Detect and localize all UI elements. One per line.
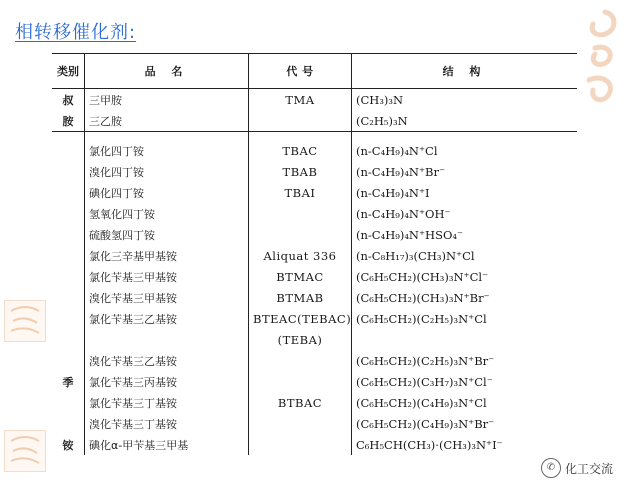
code-cell: (TEBA) xyxy=(249,329,352,350)
table-row xyxy=(52,203,577,224)
table-row xyxy=(52,182,577,203)
structure-cell: (n-C₄H₉)₄N⁺Br⁻ xyxy=(352,161,578,182)
header-code: 代 号 xyxy=(249,54,352,89)
table-header-row xyxy=(52,54,577,89)
decorative-stamp xyxy=(4,300,46,342)
code-cell xyxy=(249,224,352,245)
category-cell: 叔 xyxy=(62,93,74,107)
code-cell: BTMAB xyxy=(249,287,352,308)
code-cell: BTMAC xyxy=(249,266,352,287)
table-row xyxy=(52,224,577,245)
structure-cell: C₆H₅CH(CH₃)·(CH₃)₃N⁺I⁻ xyxy=(352,434,578,455)
header-category: 类别 xyxy=(52,54,85,89)
category-cell xyxy=(52,350,85,371)
category-cell xyxy=(52,266,85,287)
category-cell xyxy=(52,308,85,329)
structure-cell: (n-C₄H₉)₄N⁺HSO₄⁻ xyxy=(352,224,578,245)
page-title: 相转移催化剂: xyxy=(15,22,137,43)
table-row xyxy=(52,89,577,111)
structure-cell: (C₆H₅CH₂)(C₄H₉)₃N⁺Cl xyxy=(352,392,578,413)
table-row xyxy=(52,287,577,308)
name-cell: 硫酸氢四丁铵 xyxy=(85,224,249,245)
structure-cell: (C₆H₅CH₂)(C₄H₉)₃N⁺Br⁻ xyxy=(352,413,578,434)
table-row xyxy=(52,434,577,455)
code-cell xyxy=(249,413,352,434)
structure-cell: (n-C₄H₉)₄N⁺I xyxy=(352,182,578,203)
category-cell xyxy=(52,287,85,308)
code-cell: BTBAC xyxy=(249,392,352,413)
wechat-icon: ✆ xyxy=(541,458,561,478)
table-row xyxy=(52,140,577,161)
category-cell xyxy=(52,182,85,203)
category-cell: 胺 xyxy=(52,110,85,132)
name-cell: 溴化苄基三丁基铵 xyxy=(85,413,249,434)
name-cell: 溴化苄基三乙基铵 xyxy=(85,350,249,371)
name-cell: 氯化苄基三丁基铵 xyxy=(85,392,249,413)
structure-cell: (C₆H₅CH₂)(CH₃)₃N⁺Br⁻ xyxy=(352,287,578,308)
category-cell xyxy=(52,392,85,413)
category-cell xyxy=(52,413,85,434)
name-cell: 碘化α-甲苄基三甲基 xyxy=(85,434,249,455)
catalyst-table xyxy=(52,53,577,455)
header-name: 品 名 xyxy=(85,54,249,89)
category-cell xyxy=(52,140,85,161)
structure-cell: (C₆H₅CH₂)(CH₃)₃N⁺Cl⁻ xyxy=(352,266,578,287)
structure-cell: (C₂H₅)₃N xyxy=(352,110,578,132)
name-cell xyxy=(85,329,249,350)
table-row xyxy=(52,245,577,266)
code-cell: TMA xyxy=(249,89,352,111)
code-cell: TBAC xyxy=(249,140,352,161)
table-row xyxy=(52,350,577,371)
structure-cell: (C₆H₅CH₂)(C₂H₅)₃N⁺Cl xyxy=(352,308,578,329)
code-cell xyxy=(249,350,352,371)
category-cell xyxy=(52,245,85,266)
table-row xyxy=(52,329,577,350)
name-cell: 三甲胺 xyxy=(85,89,249,111)
catalyst-table-container xyxy=(52,53,577,494)
structure-cell: (n-C₈H₁₇)₃(CH₃)N⁺Cl xyxy=(352,245,578,266)
code-cell: Aliquat 336 xyxy=(249,245,352,266)
decorative-stamp xyxy=(4,430,46,472)
table-row xyxy=(52,413,577,434)
category-cell: 季 xyxy=(62,375,74,389)
watermark xyxy=(537,456,617,480)
name-cell: 氯化苄基三甲基铵 xyxy=(85,266,249,287)
name-cell: 氯化苄基三乙基铵 xyxy=(85,308,249,329)
code-cell xyxy=(249,434,352,455)
structure-cell: (C₆H₅CH₂)(C₂H₅)₃N⁺Br⁻ xyxy=(352,350,578,371)
name-cell: 氯化四丁铵 xyxy=(85,140,249,161)
structure-cell: (C₆H₅CH₂)(C₃H₇)₃N⁺Cl⁻ xyxy=(352,371,578,392)
name-cell: 溴化四丁铵 xyxy=(85,161,249,182)
name-cell: 氯化三辛基甲基铵 xyxy=(85,245,249,266)
table-row xyxy=(52,371,577,392)
table-row xyxy=(52,161,577,182)
code-cell: TBAB xyxy=(249,161,352,182)
code-cell xyxy=(249,110,352,132)
name-cell: 溴化苄基三甲基铵 xyxy=(85,287,249,308)
category-cell xyxy=(52,224,85,245)
category-cell xyxy=(52,329,85,350)
table-row xyxy=(52,266,577,287)
name-cell: 三乙胺 xyxy=(85,110,249,132)
code-cell: TBAI xyxy=(249,182,352,203)
name-cell: 氯化苄基三丙基铵 xyxy=(85,371,249,392)
code-cell xyxy=(249,203,352,224)
table-row xyxy=(52,392,577,413)
name-cell: 氢氧化四丁铵 xyxy=(85,203,249,224)
structure-cell: (CH₃)₃N xyxy=(352,89,578,111)
category-cell: 铵 xyxy=(62,438,74,452)
group-spacer xyxy=(52,132,577,141)
structure-cell xyxy=(352,329,578,350)
table-row xyxy=(52,110,577,132)
structure-cell: (n-C₄H₉)₄N⁺Cl xyxy=(352,140,578,161)
code-cell: BTEAC(TEBAC) xyxy=(249,308,352,329)
code-cell xyxy=(249,371,352,392)
structure-cell: (n-C₄H₉)₄N⁺OH⁻ xyxy=(352,203,578,224)
category-cell xyxy=(52,161,85,182)
name-cell: 碘化四丁铵 xyxy=(85,182,249,203)
watermark-text: 化工交流 xyxy=(564,461,613,476)
category-cell xyxy=(52,203,85,224)
table-row xyxy=(52,308,577,329)
decorative-seal-graphic xyxy=(575,4,621,114)
header-structure: 结 构 xyxy=(352,54,578,89)
